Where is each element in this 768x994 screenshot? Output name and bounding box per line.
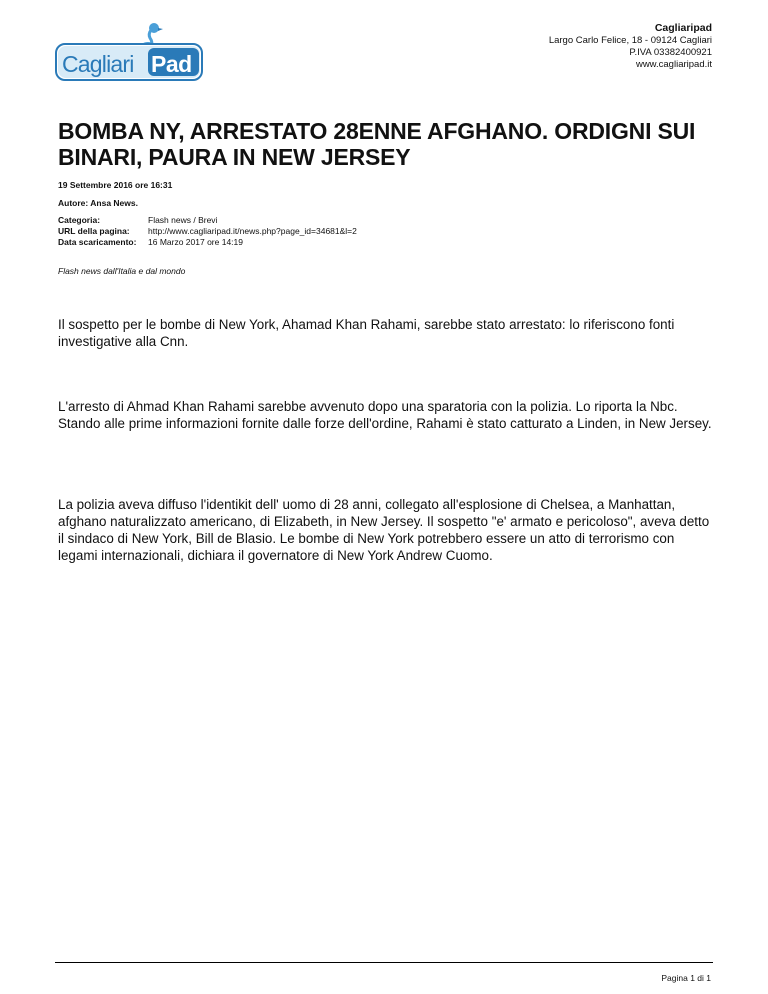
article-paragraph: L'arresto di Ahmad Khan Rahami sarebbe avvenuto dopo una sparatoria con la polizia. Lo riporta la Nbc. Stando alle prime informazioni fornite dalle forze dell'ordine, Rahami è stato catturato a Linden, in New Jersey.: [58, 399, 712, 431]
meta-label: URL della pagina:: [58, 226, 130, 236]
meta-row-url: [58, 226, 357, 237]
article-meta-table: [58, 215, 357, 248]
meta-row-category: [58, 215, 357, 226]
page-number: Pagina 1 di 1: [661, 973, 711, 983]
logo-text-pad: Pad: [151, 51, 192, 77]
footer-divider: [55, 962, 713, 963]
article-paragraph: La polizia aveva diffuso l'identikit dell' uomo di 28 anni, collegato all'esplosione di Chelsea, a Manhattan, afghano naturalizzato americano, di Elizabeth, in New Jersey. Il sospetto "e' armato e pericoloso", aveva detto il sindaco di New York, Bill de Blasio. Le bombe di New York potrebbero essere un atto di terrorismo con legami internazionali, dichiara il governatore di New York Andrew Cuomo.: [58, 497, 710, 563]
meta-label: Data scaricamento:: [58, 237, 137, 247]
meta-row-download-date: [58, 237, 357, 248]
article-paragraph: Il sospetto per le bombe di New York, Ahamad Khan Rahami, sarebbe stato arrestato: lo riferiscono fonti investigative alla Cnn.: [58, 317, 675, 349]
category-description: Flash news dall'Italia e dal mondo: [58, 266, 186, 276]
cagliaripad-logo: [55, 20, 203, 82]
article-title: BOMBA NY, ARRESTATO 28ENNE AFGHANO. ORDIGNI SUI BINARI, PAURA IN NEW JERSEY: [58, 118, 696, 170]
organization-vat: P.IVA 03382400921: [629, 47, 712, 58]
meta-value: Flash news / Brevi: [148, 215, 218, 225]
organization-name: Cagliaripad: [654, 22, 712, 34]
organization-info: [549, 22, 712, 71]
meta-value-url[interactable]: http://www.cagliaripad.it/news.php?page_id=34681&l=2: [148, 226, 357, 236]
article-date: 19 Settembre 2016 ore 16:31: [58, 180, 173, 190]
logo-text-cagliari: Cagliari: [62, 51, 134, 77]
meta-label: Categoria:: [58, 215, 101, 225]
organization-address: Largo Carlo Felice, 18 - 09124 Cagliari: [548, 35, 712, 46]
organization-website: www.cagliaripad.it: [635, 59, 712, 70]
meta-value: 16 Marzo 2017 ore 14:19: [148, 237, 243, 247]
article-author: Autore: Ansa News.: [58, 198, 138, 208]
